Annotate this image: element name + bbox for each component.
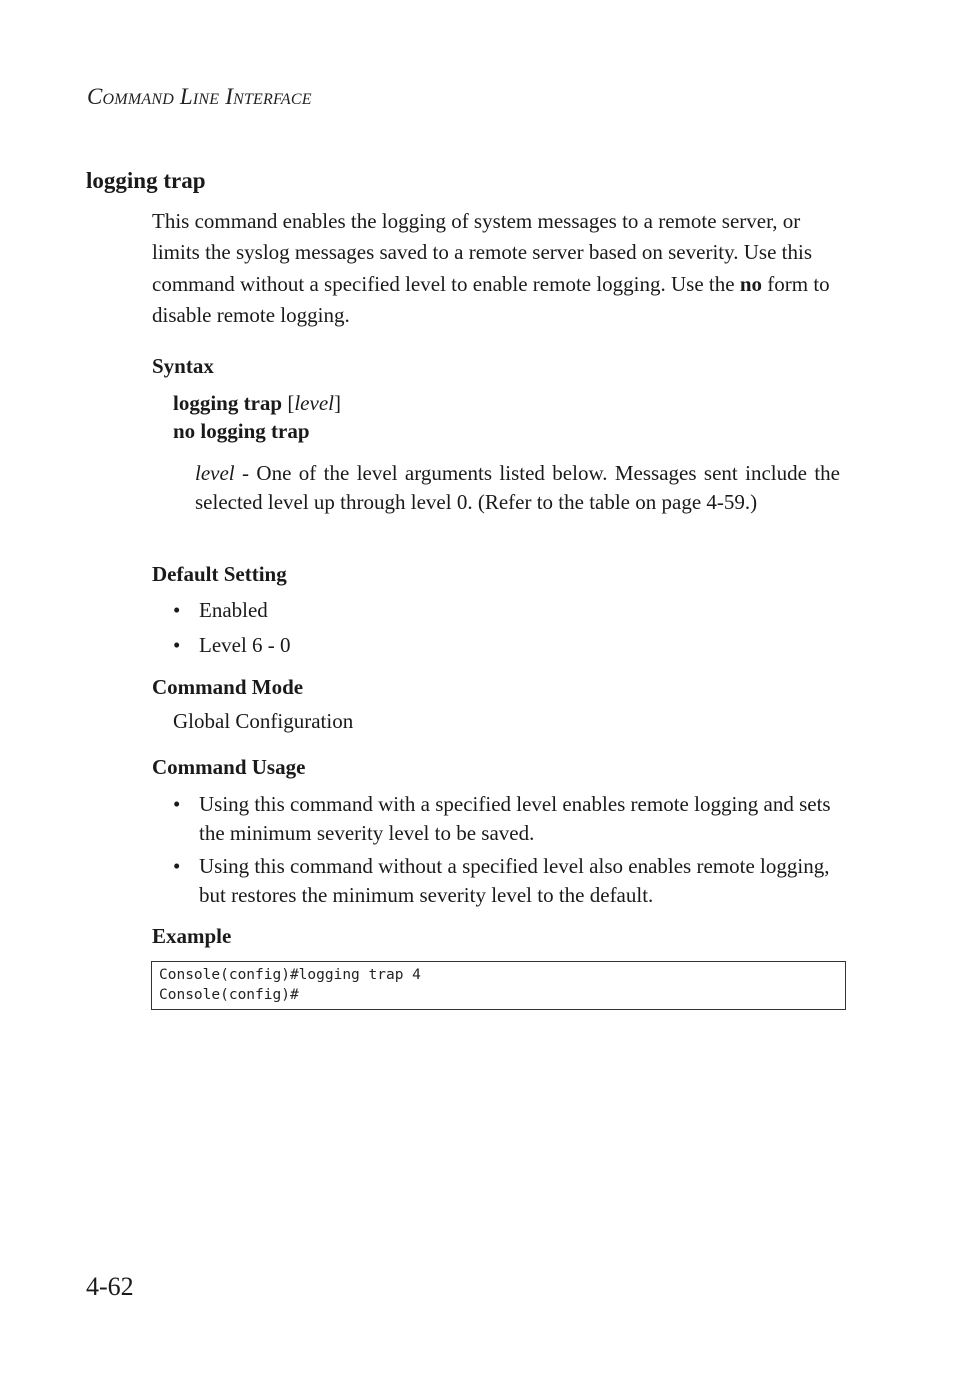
param-name: level [195, 461, 235, 485]
syntax-bracket-open: [ [282, 391, 295, 415]
param-description [195, 459, 840, 516]
syntax-no-command: no logging trap [173, 419, 310, 443]
intro-keyword-no: no [739, 271, 763, 296]
example-heading: Example [152, 924, 232, 948]
list-item [173, 852, 853, 909]
command-mode-heading: Command Mode [152, 675, 304, 699]
syntax-bracket-close: ] [333, 391, 341, 415]
list-item-text: Using this command without a specified level also enables remote logging, but restores the minimum severity level to the default. [199, 854, 830, 907]
syntax-line-2 [173, 419, 310, 444]
command-description [152, 206, 852, 331]
bullet-icon: • [173, 632, 181, 657]
command-title: logging trap [86, 168, 206, 193]
bullet-icon: • [173, 854, 181, 878]
intro-text-2: form to disable remote logging. [152, 271, 830, 327]
code-line: Console(config)#logging trap 4 [159, 967, 421, 983]
list-item-text: Enabled [199, 598, 268, 622]
syntax-line-1 [173, 391, 341, 416]
list-item-text: Level 6 - 0 [199, 632, 291, 657]
page-number: 4-62 [86, 1272, 134, 1301]
list-item [173, 596, 291, 625]
list-item [173, 631, 291, 660]
command-usage-list [173, 790, 853, 909]
default-setting-list [173, 596, 291, 659]
default-setting-heading: Default Setting [152, 562, 287, 586]
intro-text-1: This command enables the logging of system messages to a remote server, or limits the syslog messages saved to a remote server based on severity. Use this command without a specified level to enable remote logging. Use the [152, 209, 812, 296]
code-line: Console(config)# [159, 987, 299, 1003]
list-item [173, 790, 853, 847]
command-usage-heading: Command Usage [152, 755, 306, 779]
bullet-icon: • [173, 598, 181, 622]
command-mode-text: Global Configuration [173, 709, 354, 733]
list-item-text: Using this command with a specified level enables remote logging and sets the minimum severity level to be saved. [199, 792, 831, 845]
syntax-param: level [294, 391, 334, 415]
bullet-icon: • [173, 792, 181, 816]
param-text: - One of the level arguments listed below. Messages sent include the selected level up through level 0. (Refer to the table on page 4-59.) [195, 461, 840, 514]
running-head: Command Line Interface [87, 84, 312, 109]
syntax-command: logging trap [173, 391, 283, 415]
syntax-heading: Syntax [152, 354, 214, 378]
code-example [151, 961, 846, 1010]
